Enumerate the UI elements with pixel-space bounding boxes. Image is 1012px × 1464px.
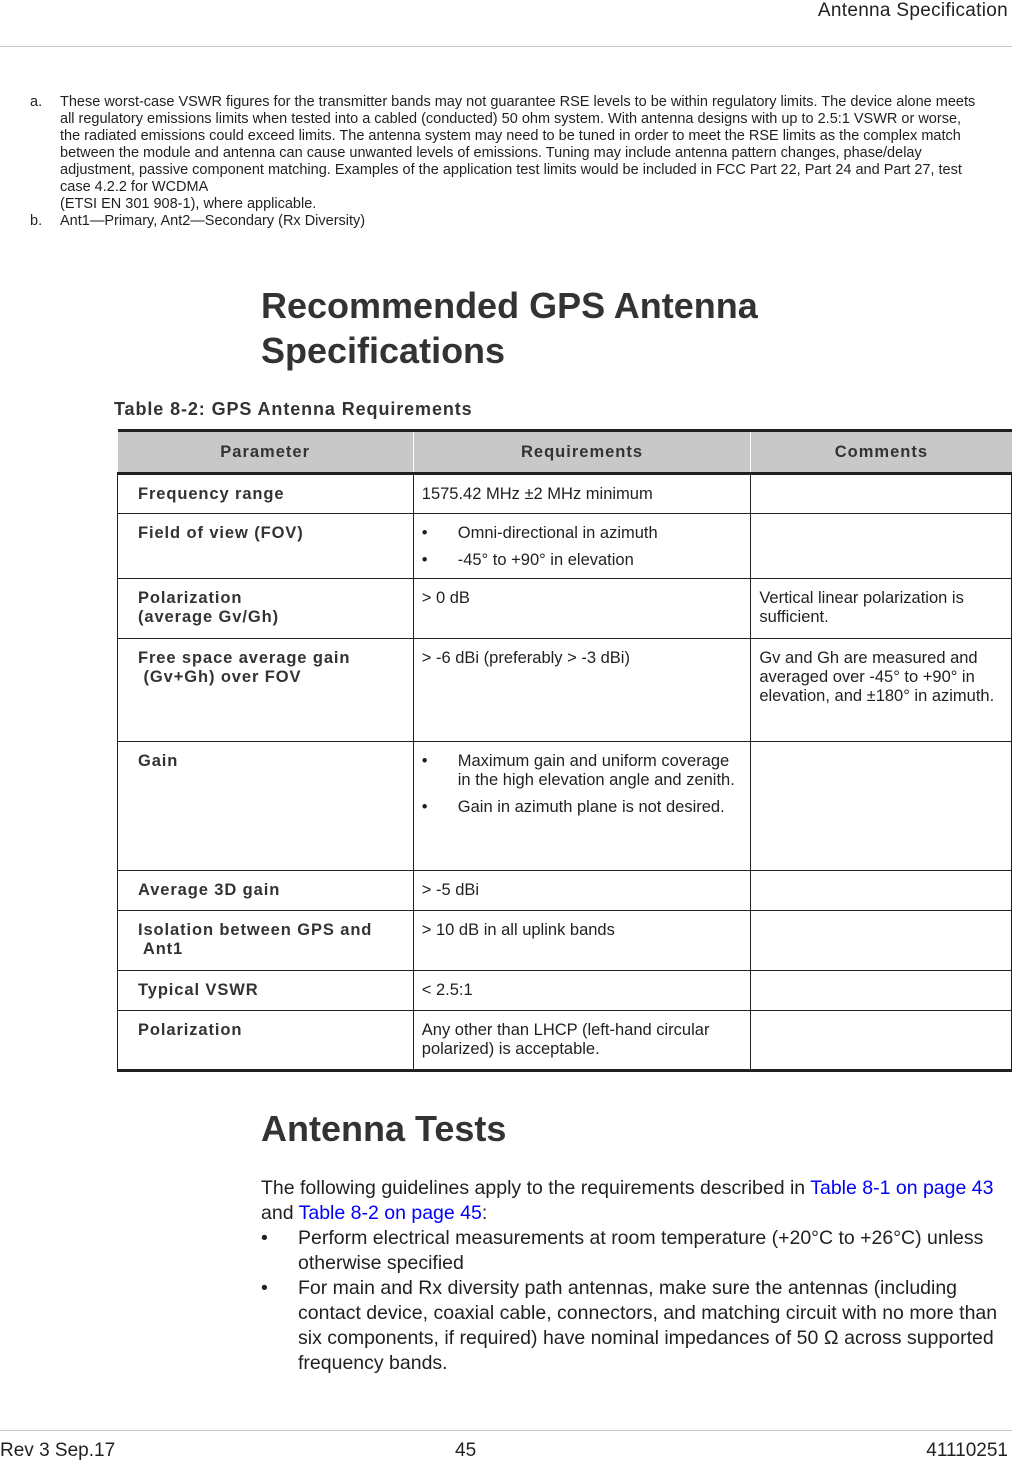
column-header-comments: Comments xyxy=(751,431,1012,474)
intro-paragraph: The following guidelines apply to the requirements described in Table 8-1 on page 43 and Table 8-2 on page 45: xyxy=(261,1177,994,1224)
header-divider xyxy=(0,46,1012,47)
comment-cell xyxy=(751,474,1012,514)
footnote-text-main: These worst-case VSWR figures for the transmitter bands may not guarantee RSE levels to be within regulatory limits. The device alone meets all regulatory emissions limits when tested into a cabled (conducted) 50 ohm system. With antenna designs with up to 2.5:1 VSWR or worse, the radiated emissions could exceed limits. The antenna system may need to be tuned in order to meet the RSE limits as the complex match between the module and antenna can cause unwanted levels of emissions. Tuning may include antenna pattern changes, phase/delay adjustment, passive component matching. Examples of the application test limits would be included in FCC Part 22, Part 24 and Part 27, test case 4.2.2 for WCDMA xyxy=(60,94,976,195)
param-cell: Typical VSWR xyxy=(118,971,414,1011)
table-header-row xyxy=(118,431,1012,474)
requirement-cell: Any other than LHCP (left-hand circular polarized) is acceptable. xyxy=(413,1011,751,1071)
comment-cell xyxy=(751,911,1012,971)
table-8-2-link[interactable]: Table 8-2 on page 45 xyxy=(298,1202,482,1224)
footer-revision: Rev 3 Sep.17 xyxy=(0,1440,116,1461)
footer-divider xyxy=(0,1430,1012,1431)
param-cell: Frequency range xyxy=(118,474,414,514)
footnote-text xyxy=(60,94,985,213)
table-8-1-link[interactable]: Table 8-1 on page 43 xyxy=(810,1177,994,1199)
page-number: 45 xyxy=(455,1440,477,1461)
list-item: • Perform electrical measurements at room temperature (+20°C to +26°C) unless otherwise specified xyxy=(261,1227,984,1274)
column-header-requirements: Requirements xyxy=(413,431,751,474)
requirement-list xyxy=(422,524,743,570)
param-cell: Field of view (FOV) xyxy=(118,514,414,579)
bullet-icon: • xyxy=(421,752,428,770)
list-item: • Omni-directional in azimuth xyxy=(421,524,658,542)
requirement-list xyxy=(422,752,743,817)
bullet-icon: • xyxy=(421,524,428,542)
requirement-cell: > -5 dBi xyxy=(413,871,751,911)
column-header-parameter: Parameter xyxy=(118,431,414,474)
comment-cell xyxy=(751,742,1012,871)
requirement-cell: < 2.5:1 xyxy=(413,971,751,1011)
table-row xyxy=(118,579,1012,639)
requirement-cell: > 10 dB in all uplink bands xyxy=(413,911,751,971)
footnote-a xyxy=(30,94,985,213)
table-row xyxy=(118,1011,1012,1071)
list-item: • -45° to +90° in elevation xyxy=(421,551,634,569)
list-item: • Maximum gain and uniform coverage in the high elevation angle and zenith. xyxy=(421,752,735,789)
footnote-b xyxy=(30,213,985,230)
list-item: • Gain in azimuth plane is not desired. xyxy=(421,798,725,816)
section-heading-gps-antenna: Recommended GPS Antenna Specifications xyxy=(261,285,758,371)
param-cell: Polarization (average Gv/Gh) xyxy=(118,579,414,639)
param-cell: Polarization xyxy=(118,1011,414,1071)
param-cell: Isolation between GPS and Ant1 xyxy=(118,911,414,971)
list-item: • For main and Rx diversity path antennas, make sure the antennas (including contact device, coaxial cable, connectors, and matching circuit with no more than six components, if required) have nominal impedances of 50 Ω across supported frequency bands. xyxy=(261,1277,998,1374)
table-caption: Table 8-2: GPS Antenna Requirements xyxy=(114,399,473,419)
table-footnotes xyxy=(30,94,985,230)
comment-cell: Vertical linear polarization is sufficient. xyxy=(751,579,1012,639)
footnote-mark: a. xyxy=(30,94,43,110)
bullet-icon: • xyxy=(261,1277,268,1299)
table-row xyxy=(118,871,1012,911)
requirement-cell: > -6 dBi (preferably > -3 dBi) xyxy=(413,639,751,742)
antenna-tests-body xyxy=(261,1176,1007,1376)
document-number: 41110251 xyxy=(926,1440,1008,1461)
bullet-icon: • xyxy=(261,1227,268,1249)
requirement-cell: 1575.42 MHz ±2 MHz minimum xyxy=(413,474,751,514)
table-row xyxy=(118,474,1012,514)
requirement-cell: > 0 dB xyxy=(413,579,751,639)
requirement-cell xyxy=(413,742,751,871)
bullet-icon: • xyxy=(421,551,428,569)
requirement-cell xyxy=(413,514,751,579)
running-header-title: Antenna Specification xyxy=(817,0,1008,21)
comment-cell xyxy=(751,1011,1012,1071)
param-cell: Average 3D gain xyxy=(118,871,414,911)
section-heading-antenna-tests: Antenna Tests xyxy=(261,1108,507,1149)
gps-antenna-requirements-table xyxy=(117,429,1012,1072)
table-row xyxy=(118,911,1012,971)
table-row xyxy=(118,742,1012,871)
comment-cell xyxy=(751,971,1012,1011)
footnote-text-cont: (ETSI EN 301 908-1), where applicable. xyxy=(60,196,317,212)
table-row xyxy=(118,514,1012,579)
footnote-mark: b. xyxy=(30,213,43,229)
table-row xyxy=(118,639,1012,742)
comment-cell xyxy=(751,514,1012,579)
bullet-icon: • xyxy=(421,798,428,816)
comment-cell xyxy=(751,871,1012,911)
comment-cell: Gv and Gh are measured and averaged over -45° to +90° in elevation, and ±180° in azimuth. xyxy=(751,639,1012,742)
param-cell: Gain xyxy=(118,742,414,871)
footnote-text: Ant1—Primary, Ant2—Secondary (Rx Diversity) xyxy=(60,213,366,229)
param-cell: Free space average gain (Gv+Gh) over FOV xyxy=(118,639,414,742)
table-row xyxy=(118,971,1012,1011)
